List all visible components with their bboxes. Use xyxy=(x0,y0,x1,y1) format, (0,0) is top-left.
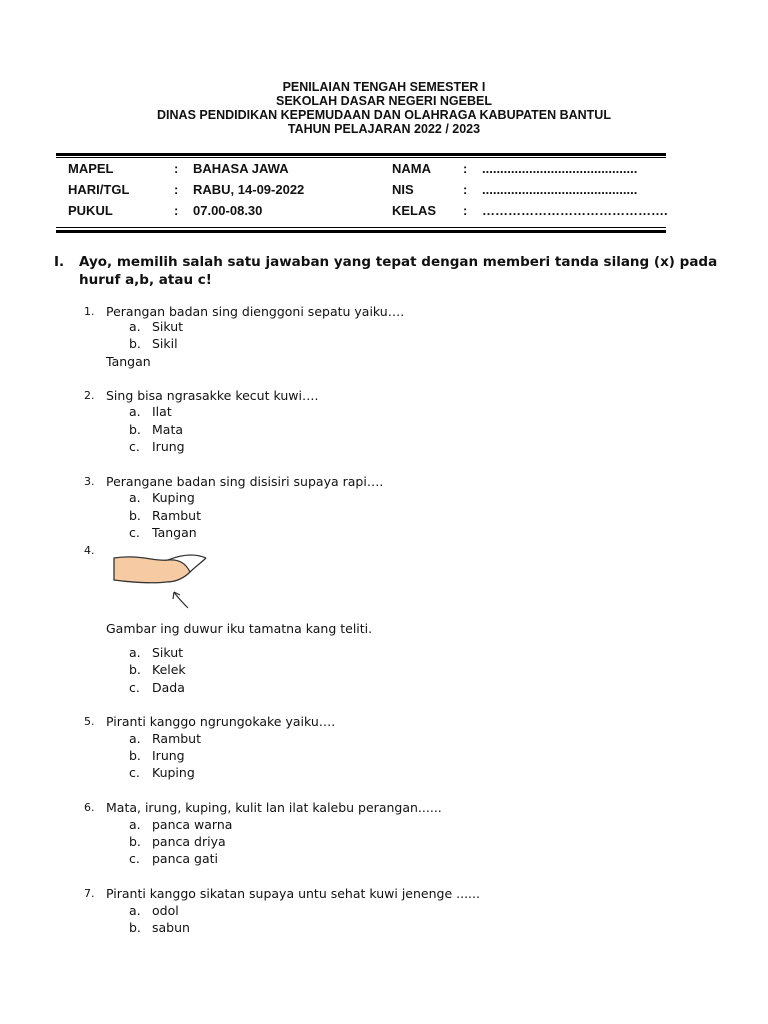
identity-row-hari xyxy=(0,182,768,202)
nis-field-blank[interactable]: ........................................... xyxy=(482,182,638,197)
option-text: Kelek xyxy=(152,662,186,677)
question-stem: Perangane badan sing disisiri supaya rapi…. xyxy=(106,474,384,489)
option-letter[interactable]: a. xyxy=(129,404,141,419)
section-number: I. xyxy=(54,254,65,270)
option-4c[interactable] xyxy=(0,680,768,697)
question-stem: Perangan badan sing dienggoni sepatu yaiku…. xyxy=(106,304,405,319)
exam-header xyxy=(0,80,768,136)
identity-label: MAPEL xyxy=(68,161,114,176)
identity-label: HARI/TGL xyxy=(68,182,130,197)
identity-label-2: NAMA xyxy=(392,161,431,176)
identity-row-mapel xyxy=(0,161,768,181)
option-letter[interactable]: c. xyxy=(129,680,140,695)
option-6c[interactable] xyxy=(0,851,768,868)
identity-colon: : xyxy=(174,182,179,197)
option-letter[interactable]: a. xyxy=(129,645,141,660)
option-letter[interactable]: c. xyxy=(129,851,140,866)
option-text: panca warna xyxy=(152,817,233,832)
option-letter[interactable]: a. xyxy=(129,490,141,505)
identity-label: PUKUL xyxy=(68,203,113,218)
option-text: Ilat xyxy=(152,404,172,419)
option-5b[interactable] xyxy=(0,748,768,765)
header-line-3: DINAS PENDIDIKAN KEPEMUDAAN DAN OLAHRAGA KABUPATEN BANTUL xyxy=(157,108,611,122)
option-letter[interactable]: a. xyxy=(129,731,141,746)
option-text: Kuping xyxy=(152,490,195,505)
option-1b[interactable] xyxy=(0,336,768,353)
option-text: Dada xyxy=(152,680,185,695)
identity-value: BAHASA JAWA xyxy=(193,161,289,176)
question-number: 1. xyxy=(84,305,95,318)
option-text: Irung xyxy=(152,439,185,454)
option-2a[interactable] xyxy=(0,404,768,421)
question-number: 5. xyxy=(84,715,95,728)
option-text: Tangan xyxy=(152,525,197,540)
option-3b[interactable] xyxy=(0,508,768,525)
option-5a[interactable] xyxy=(0,731,768,748)
question-stem: Piranti kanggo ngrungokake yaiku…. xyxy=(106,714,336,729)
identity-label-2: KELAS xyxy=(392,203,437,218)
option-letter[interactable]: c. xyxy=(129,439,140,454)
option-letter[interactable]: b. xyxy=(129,422,141,437)
top-rule-thin xyxy=(56,157,666,158)
option-text: Rambut xyxy=(152,508,202,523)
question-number: 4. xyxy=(84,544,95,557)
bottom-rule-thin xyxy=(56,227,666,228)
option-letter[interactable]: b. xyxy=(129,508,141,523)
option-7a[interactable] xyxy=(0,903,768,920)
question-number: 7. xyxy=(84,887,95,900)
bottom-rule-thick xyxy=(56,230,666,233)
option-3a[interactable] xyxy=(0,490,768,507)
question-4-stem: Gambar ing duwur iku tamatna kang teliti. xyxy=(106,621,373,636)
option-6a[interactable] xyxy=(0,817,768,834)
option-4b[interactable] xyxy=(0,662,768,679)
option-3c[interactable] xyxy=(0,525,768,542)
option-letter[interactable]: c. xyxy=(129,765,140,780)
instruction-text: Ayo, memilih salah satu jawaban yang tepat dengan memberi tanda silang (x) pada huruf a,b, atau c! xyxy=(79,254,718,288)
option-6b[interactable] xyxy=(0,834,768,851)
identity-label-2: NIS xyxy=(392,182,414,197)
top-rule-thick xyxy=(56,153,666,156)
option-text: sabun xyxy=(152,920,190,935)
option-letter[interactable]: b. xyxy=(129,336,141,351)
option-text: Irung xyxy=(152,748,185,763)
option-letter[interactable]: c. xyxy=(129,525,140,540)
option-letter[interactable]: b. xyxy=(129,834,141,849)
option-5c[interactable] xyxy=(0,765,768,782)
option-letter[interactable]: b. xyxy=(129,662,141,677)
option-2b[interactable] xyxy=(0,422,768,439)
option-text: Rambut xyxy=(152,731,202,746)
question-stem: Piranti kanggo sikatan supaya untu sehat kuwi jenenge ...... xyxy=(106,886,480,901)
header-line-4: TAHUN PELAJARAN 2022 / 2023 xyxy=(287,122,481,136)
question-stem: Mata, irung, kuping, kulit lan ilat kalebu perangan...... xyxy=(106,800,442,815)
option-text: panca gati xyxy=(152,851,218,866)
option-letter[interactable]: a. xyxy=(129,319,141,334)
option-letter[interactable]: a. xyxy=(129,817,141,832)
option-1-extra: Tangan xyxy=(106,354,151,369)
question-number: 2. xyxy=(84,389,95,402)
question-stem: Sing bisa ngrasakke kecut kuwi…. xyxy=(106,388,319,403)
option-letter[interactable]: b. xyxy=(129,920,141,935)
option-text: Sikil xyxy=(152,336,178,351)
option-text: panca driya xyxy=(152,834,226,849)
identity-row-pukul xyxy=(0,203,768,223)
option-letter[interactable]: a. xyxy=(129,903,141,918)
name-field-blank[interactable]: ........................................... xyxy=(482,161,638,176)
identity-colon-2: : xyxy=(463,182,468,197)
option-4a[interactable] xyxy=(0,645,768,662)
option-text: odol xyxy=(152,903,179,918)
elbow-illustration xyxy=(110,550,210,612)
option-1a[interactable] xyxy=(0,319,768,336)
identity-value: 07.00-08.30 xyxy=(193,203,263,218)
identity-colon: : xyxy=(174,203,179,218)
question-number: 3. xyxy=(84,475,95,488)
option-7b[interactable] xyxy=(0,920,768,937)
identity-value: RABU, 14-09-2022 xyxy=(193,182,305,197)
identity-colon-2: : xyxy=(463,203,468,218)
option-text: Kuping xyxy=(152,765,195,780)
option-2c[interactable] xyxy=(0,439,768,456)
option-text: Mata xyxy=(152,422,184,437)
option-letter[interactable]: b. xyxy=(129,748,141,763)
identity-colon: : xyxy=(174,161,179,176)
option-text: Sikut xyxy=(152,645,184,660)
header-line-2: SEKOLAH DASAR NEGERI NGEBEL xyxy=(276,94,492,108)
section-instruction xyxy=(54,253,744,289)
kelas-field-blank[interactable]: ……………………………………. xyxy=(482,203,668,218)
header-line-1: PENILAIAN TENGAH SEMESTER I xyxy=(282,80,486,94)
identity-colon-2: : xyxy=(463,161,468,176)
option-text: Sikut xyxy=(152,319,184,334)
question-number: 6. xyxy=(84,801,95,814)
